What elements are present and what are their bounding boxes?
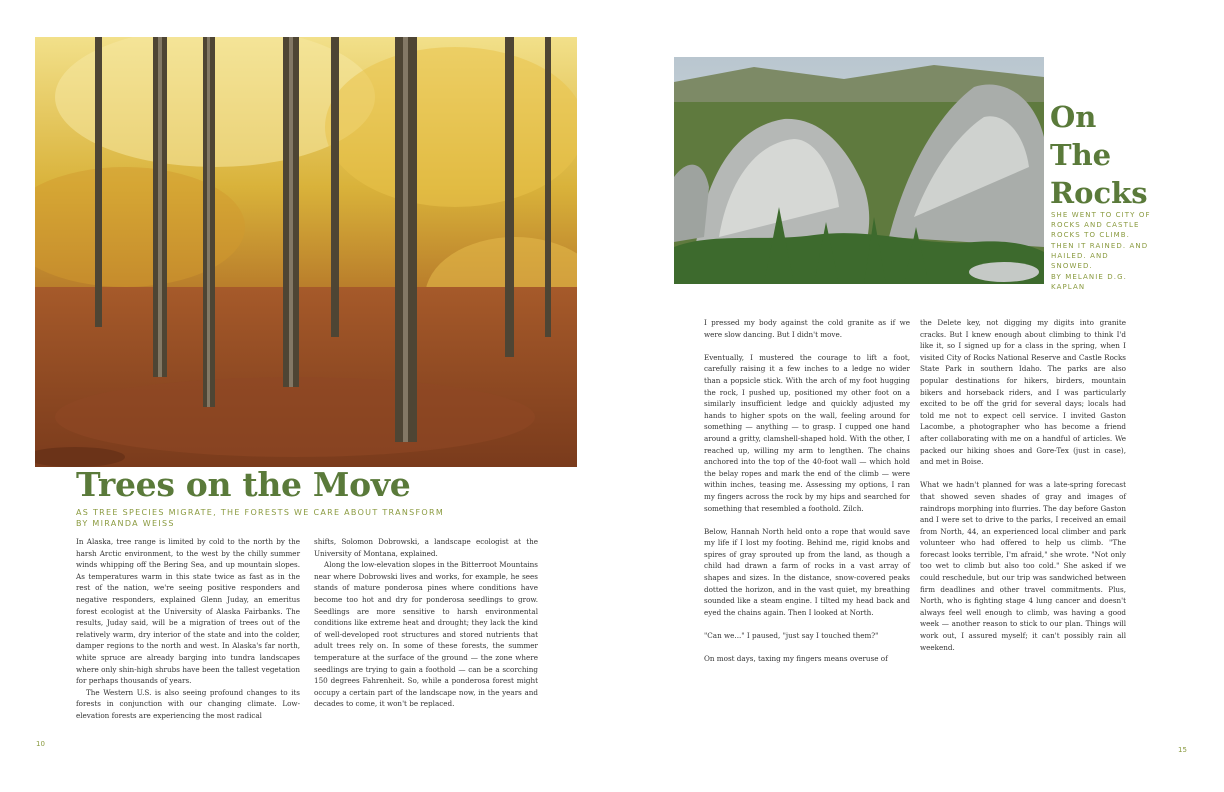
article-deck [76,507,444,529]
article-byline: BY MIRANDA WEISS [76,519,175,528]
body-column-2 [314,536,538,710]
page-number-left: 10 [36,740,45,748]
body-column-3 [704,317,910,665]
article-headline-right: On The Rocks [1050,100,1148,210]
paragraph: Along the low-elevation slopes in the Bitterroot Mountains near where Dobrowski lives and works, for example, he sees stands of mature ponderosa pines where conditions have become too hot and dry for ponderosa seedlings to grow. Seedlings are more sensitive to harsh environmental conditions like extreme heat and drought; they lack the kind of well-developed root structures and stored nutrients that adult trees rely on. In some of these forests, the summer temperature at the surface of the ground — the zone where seedlings are trying to gain a foothold — can be a scorching 150 degrees Fahrenheit. So, while a ponderosa forest might occupy a certain part of the landscape now, in the years and decades to come, it won't be replaced. [314,560,538,709]
paragraph: shifts, Solomon Dobrowski, a landscape ecologist at the University of Montana, explained. [314,537,538,558]
body-column-4 [920,317,1126,653]
paragraph: The Western U.S. is also seeing profound changes to its forests in conjunction with our changing climate. Low-elevation forests are experiencing the most radical [76,687,300,720]
page-number-right: 15 [1178,746,1187,754]
article-subtitle: AS TREE SPECIES MIGRATE, THE FORESTS WE CARE ABOUT TRANSFORM [76,508,445,517]
rocks-illustration [674,57,1044,284]
paragraph: In Alaska, tree range is limited by cold to the north by the harsh Arctic environment, to the west by the chilly summer winds whipping off the Bering Sea, and up mountain slopes. As temperatures warm in this state twice as fast as in the rest of the nation, we're seeing positive responders and negative responders, explained Glenn Juday, an emeritus forest ecologist at the University of Alaska Fairbanks. The results, Juday said, will be a migration of trees out of the relatively warm, dry interior of the state and into the colder, damper regions to the north and west. In Alaska's far north, white spruce are already barging into tundra landscapes where only shin-high shrubs have been the tallest vegetation for perhaps thousands of years. [76,537,300,686]
article-headline: Trees on the Move [76,465,411,504]
article-subtitle-right: SHE WENT TO CITY OF ROCKS AND CASTLE ROCKS TO CLIMB. THEN IT RAINED. AND HAILED. AND SNOWED. [1051,211,1151,271]
article-deck-right [1051,210,1151,293]
paragraph: On most days, taxing my fingers means overuse of [704,654,888,664]
forest-photo [35,37,577,467]
article-byline-right: BY MELANIE D.G. KAPLAN [1051,273,1127,292]
paragraph: What we hadn't planned for was a late-spring forecast that showed seven shades of gray and images of raindrops morphing into flurries. The day before Gaston and I were set to drive to the parks, I received an email from North, 44, an experienced local climber and park volunteer who had offered to help us climb. "The forecast looks terrible, I'm afraid," she wrote. "Not only too wet to climb but also too cold." She asked if we could reschedule, but our trip was sandwiched between firm deadlines and other travel commitments. Plus, North, who is fighting stage 4 lung cancer and doesn't always feel well enough to climb, was having a good week — another reason to stick to our plan. Things will work out, I assured myself; it can't possibly rain all weekend. [920,480,1126,652]
rocks-photo [674,57,1044,284]
body-column-1 [76,536,300,722]
forest-illustration [35,37,577,467]
paragraph: the Delete key, not digging my digits into granite cracks. But I knew enough about climbing to think I'd like it, so I signed up for a class in the spring, when I visited City of Rocks National Reserve and Castle Rocks State Park in southern Idaho. The parks are also popular destinations for hikers, birders, mountain bikers and horseback riders, and I was particularly excited to be off the grid for several days; locals had told me not to expect cell service. I invited Gaston Lacombe, a photographer who has become a friend after collaborating with me on a handful of articles. We packed our hiking shoes and Gore-Tex (just in case), and met in Boise. [920,318,1126,467]
paragraph: "Can we..." I paused, "just say I touched them?" [704,631,879,641]
paragraph: Below, Hannah North held onto a rope that would save my life if I lost my footing. Behind me, rigid knobs and spires of gray sprouted up from the land, as though a child had drawn a farm of rocks in a vast array of shapes and sizes. In the distance, snow-covered peaks dotted the horizon, and in the vast quiet, my breathing sounded like a steam engine. I tilted my head back and eyed the chains again. Then I looked at North. [704,526,910,617]
paragraph: I pressed my body against the cold granite as if we were slow dancing. But I didn't move. [704,318,910,339]
paragraph: Eventually, I mustered the courage to lift a foot, carefully raising it a few inches to a ledge no wider than a popsicle stick. With the arch of my foot hugging the rock, I pushed up, positioned my other foot on a similarly insufficient ledge and quickly adjusted my hands to higher spots on the wall, feeling around for something — anything — to grasp. I cupped one hand around a gritty, clamshell-shaped hold. With the other, I reached up, willing my arm to lengthen. The chains anchored into the top of the 40-foot wall — which hold the belay ropes and mark the end of the climb — were within inches, teasing me. Assessing my options, I ran my fingers across the rock by my hips and searched for something that resembled a foothold. Zilch. [704,352,910,513]
